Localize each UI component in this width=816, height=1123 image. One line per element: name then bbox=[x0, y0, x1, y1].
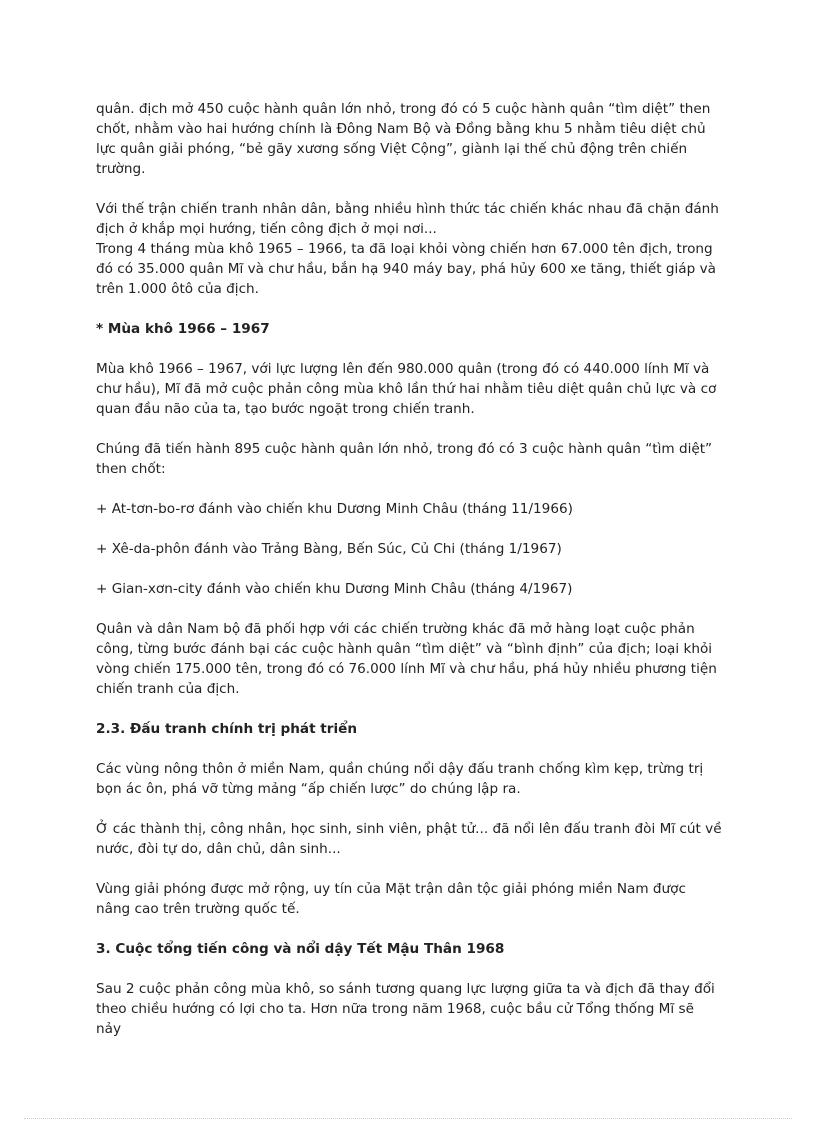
paragraph: Các vùng nông thôn ở miền Nam, quần chúng nổi dậy đấu tranh chống kìm kẹp, trừng trị bọn ác ôn, phá vỡ từng mảng “ấp chiến lược” do chúng lập ra. bbox=[96, 761, 704, 797]
paragraph: Chúng đã tiến hành 895 cuộc hành quân lớn nhỏ, trong đó có 3 cuộc hành quân “tìm diệt” then chốt: bbox=[96, 441, 713, 477]
paragraph: Trong 4 tháng mùa khô 1965 – 1966, ta đã loại khỏi vòng chiến hơn 67.000 tên địch, trong đó có 35.000 quân Mĩ và chư hầu, bắn hạ 940 máy bay, phá hủy 600 xe tăng, thiết giáp và trên 1.000 ôtô của địch. bbox=[96, 241, 716, 297]
section-heading: 2.3. Đấu tranh chính trị phát triển bbox=[96, 721, 358, 737]
section-heading: 3. Cuộc tổng tiến công và nổi dậy Tết Mậu Thân 1968 bbox=[96, 941, 505, 957]
document-body bbox=[96, 99, 722, 1039]
paragraph: quân. địch mở 450 cuộc hành quân lớn nhỏ, trong đó có 5 cuộc hành quân “tìm diệt” then chốt, nhằm vào hai hướng chính là Đông Nam Bộ và Đồng bằng khu 5 nhằm tiêu diệt chủ lực quân giải phóng, “bẻ gãy xương sống Việt Cộng”, giành lại thế chủ động trên chiến trường. bbox=[96, 101, 711, 177]
paragraph: Ở các thành thị, công nhân, học sinh, sinh viên, phật tử... đã nổi lên đấu tranh đòi Mĩ cút về nước, đòi tự do, dân chủ, dân sinh... bbox=[96, 821, 722, 857]
paragraph: Vùng giải phóng được mở rộng, uy tín của Mặt trận dân tộc giải phóng miền Nam được nâng cao trên trường quốc tế. bbox=[96, 881, 686, 917]
page-bottom-divider bbox=[24, 1118, 792, 1119]
paragraph: Với thế trận chiến tranh nhân dân, bằng nhiều hình thức tác chiến khác nhau đã chặn đánh địch ở khắp mọi hướng, tiến công địch ở mọi nơi... bbox=[96, 201, 719, 237]
paragraph: Sau 2 cuộc phản công mùa khô, so sánh tương quang lực lượng giữa ta và địch đã thay đổi theo chiều hướng có lợi cho ta. Hơn nữa trong năm 1968, cuộc bầu cử Tổng thống Mĩ sẽ nảy bbox=[96, 981, 715, 1037]
list-item: + At-tơn-bo-rơ đánh vào chiến khu Dương Minh Châu (tháng 11/1966) bbox=[96, 501, 573, 517]
paragraph: Quân và dân Nam bộ đã phối hợp với các chiến trường khác đã mở hàng loạt cuộc phản công, từng bước đánh bại các cuộc hành quân “tìm diệt” và “bình định” của địch; loại khỏi vòng chiến 175.000 tên, trong đó có 76.000 lính Mĩ và chư hầu, phá hủy nhiều phương tiện chiến tranh của địch. bbox=[96, 621, 717, 697]
list-item: + Gian-xơn-city đánh vào chiến khu Dương Minh Châu (tháng 4/1967) bbox=[96, 581, 573, 597]
section-heading: * Mùa khô 1966 – 1967 bbox=[96, 321, 270, 337]
list-item: + Xê-da-phôn đánh vào Trảng Bàng, Bến Súc, Củ Chi (tháng 1/1967) bbox=[96, 541, 562, 557]
paragraph: Mùa khô 1966 – 1967, với lực lượng lên đến 980.000 quân (trong đó có 440.000 lính Mĩ và chư hầu), Mĩ đã mở cuộc phản công mùa khô lần thứ hai nhằm tiêu diệt quân chủ lực và cơ quan đầu não của ta, tạo bước ngoặt trong chiến tranh. bbox=[96, 361, 717, 417]
